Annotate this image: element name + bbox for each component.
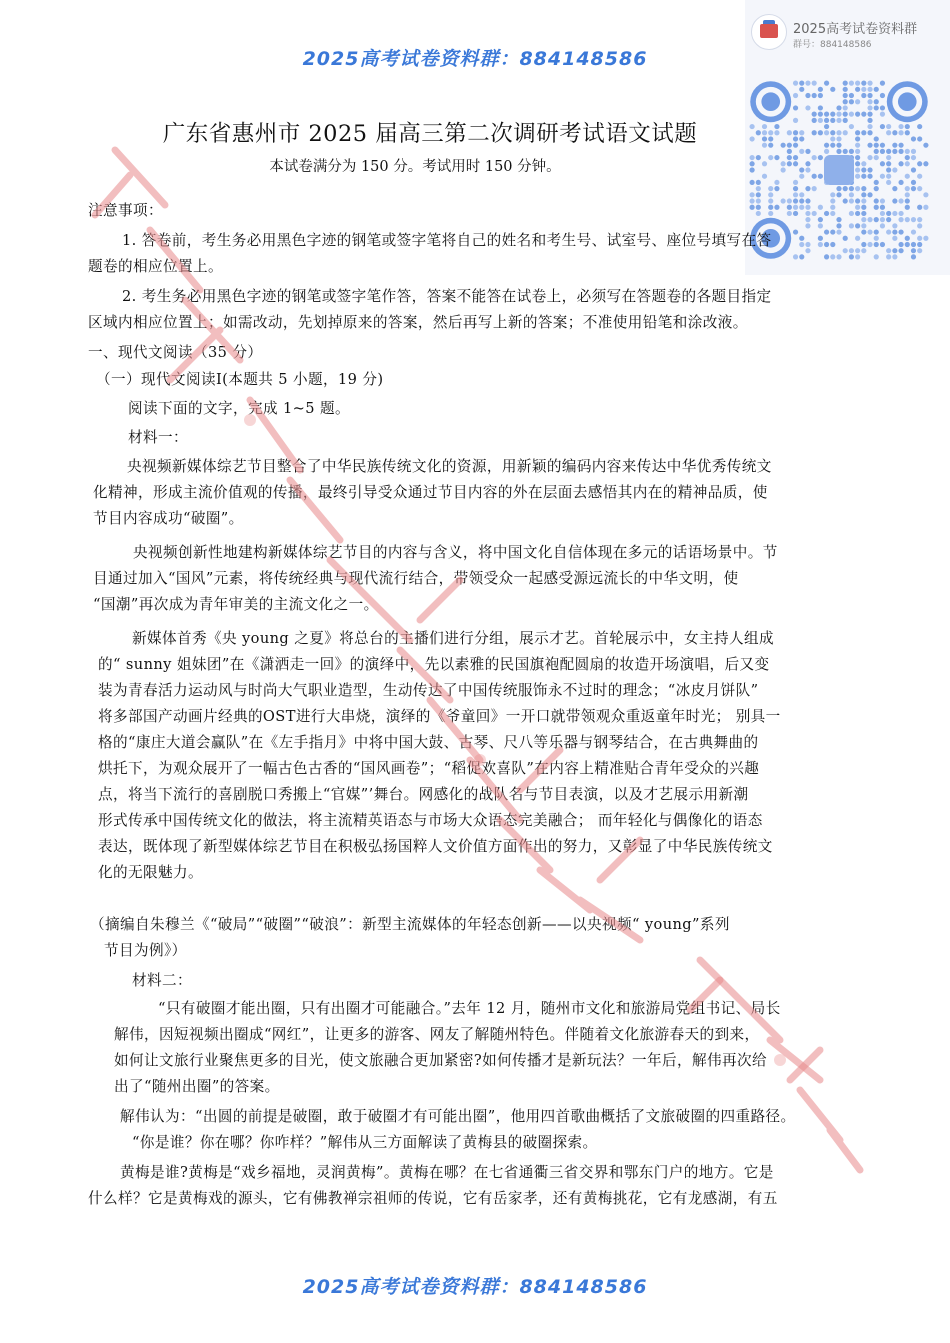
p1-line: 化精神，形成主流价值观的传播，最终引导受众通过节目内容的外在层面去感悟其内在的精神品质，使 [93, 484, 768, 501]
paragraph-2 [93, 540, 873, 618]
p2-line: 央视频创新性地建构新媒体综艺节目的内容与含义，将中国文化自信体现在多元的话语场景中。节 [133, 544, 778, 561]
p4-line: 如何让文旅行业聚焦更多的目光，使文旅融合更加紧密?如何传播才是新玩法？一年后，解伟再次给 [114, 1052, 767, 1069]
p3-line: 表达，既体现了新型媒体综艺节目在积极弘扬国粹人文价值方面作出的努力，又彰显了中华民族传统文 [98, 838, 773, 855]
p3-line: 的“ sunny 姐妹团”在《潇洒走一回》的演绎中，先以素雅的民国旗袍配圆扇的妆造开场演唱，后又变 [98, 656, 770, 673]
qr-title: 2025高考试卷资料群 [793, 22, 918, 37]
p6-line: 什么样？它是黄梅戏的源头，它有佛教禅宗祖师的传说，它有岳家孝，还有黄梅挑花，它有龙感湖，有五 [88, 1190, 778, 1207]
source-citation-1 [90, 912, 880, 964]
notice-2 [88, 284, 868, 336]
paragraph-6 [88, 1160, 878, 1212]
paragraph-3 [98, 626, 878, 886]
paragraph-4 [114, 996, 884, 1100]
p1-line: 央视频新媒体综艺节目整合了中华民族传统文化的资源，用新颖的编码内容来传达中华优秀传统文 [127, 458, 772, 475]
p2-line: “国潮”再次成为青年审美的主流文化之一。 [93, 596, 379, 613]
bottom-banner: 2025高考试卷资料群：884148586 [302, 1276, 648, 1298]
p3-line: 新媒体首秀《央 young 之夏》将总台的主播们进行分组，展示才艺。首轮展示中，女主持人组成 [132, 630, 775, 647]
source-line: 节目为例》） [104, 942, 187, 959]
section-heading: 一、现代文阅读（35 分） [88, 344, 263, 361]
p1-line: 节目内容成功“破圈”。 [93, 510, 244, 527]
p4-line: 解伟，因短视频出圈成“网红”，让更多的游客、网友了解随州特色。伴随着文化旅游春天的到来， [114, 1026, 760, 1043]
notice-heading: 注意事项： [88, 202, 163, 219]
notice-1-line-1: 1. 答卷前，考生务必用黑色字迹的钢笔或签字笔将自己的姓名和考生号、试室号、座位号填写在答 [122, 232, 772, 249]
qr-group-number: 群号：884148586 [793, 40, 872, 50]
p5-line: “你是谁？你在哪？你咋样？”解伟从三方面解读了黄梅县的破圈探索。 [132, 1134, 598, 1151]
subsection-heading: （一）现代文阅读Ⅰ(本题共 5 小题，19 分) [96, 371, 384, 388]
paragraph-5 [114, 1104, 914, 1156]
p2-line: 目通过加入“国风”元素，将传统经典与现代流行结合，带领受众一起感受源远流长的中华文明，使 [93, 570, 739, 587]
p4-line: 出了“随州出圈”的答案。 [114, 1078, 280, 1095]
material-2-label: 材料二： [132, 972, 192, 989]
notice-1 [88, 228, 868, 280]
p5-line: 解伟认为：“出圆的前提是破圈，敢于破圈才有可能出圈”，他用四首歌曲概括了文旅破圈的四重路径。 [120, 1108, 796, 1125]
source-line: （摘编自朱穆兰《“破局”“破圈”“破浪”：新型主流媒体的年轻态创新——以央视频“ young”系列 [90, 916, 730, 933]
reading-instruction: 阅读下面的文字，完成 1~5 题。 [128, 400, 351, 417]
p3-line: 点，将当下流行的喜剧脱口秀搬上“官媒”’舞台。网感化的战队名与节目表演，以及才艺展示用新潮 [98, 786, 749, 803]
notice-2-line-2: 区域内相应位置上；如需改动，先划掉原来的答案，然后再写上新的答案；不准使用铅笔和涂改液。 [88, 314, 748, 331]
p3-line: 烘托下，为观众展开了一幅古色古香的“国风画卷”；“稻促欢喜队”在内容上精准贴合青年受众的兴趣 [98, 760, 760, 777]
notice-1-line-2: 题卷的相应位置上。 [88, 258, 223, 275]
p6-line: 黄梅是谁?黄梅是“戏乡福地，灵润黄梅”。黄梅在哪？在七省通衢三省交界和鄂东门户的地方。它是 [120, 1164, 774, 1181]
p3-line: 形式传承中国传统文化的做法，将主流精英语态与市场大众语态完美融合； 而年轻化与偶像化的语态 [98, 812, 763, 829]
p3-line: 化的无限魅力。 [98, 864, 203, 881]
p3-line: 装为青春活力运动风与时尚大气职业造型，生动传达了中国传统服饰永不过时的理念；“冰皮月饼队” [98, 682, 759, 699]
material-1-label: 材料一： [128, 429, 188, 446]
paragraph-1 [93, 454, 873, 532]
p3-line: 格的“康庄大道会赢队”在《左手指月》中将中国大鼓、古琴、尺八等乐器与钢琴结合，在古典舞曲的 [98, 734, 759, 751]
p4-line: “只有破圈才能出圈，只有出圈才可能融合。”去年 12 月，随州市文化和旅游局党组书记、局长 [158, 1000, 781, 1017]
page-subtitle: 本试卷满分为 150 分。考试用时 150 分钟。 [269, 159, 561, 175]
page-title: 广东省惠州市 2025 届高三第二次调研考试语文试题 [162, 121, 698, 147]
top-banner: 2025高考试卷资料群：884148586 [302, 48, 648, 70]
notice-2-line-1: 2. 考生务必用黑色字迹的钢笔或签字笔作答，答案不能答在试卷上，必须写在答题卷的各题目指定 [122, 288, 772, 305]
p3-line: 将多部国产动画片经典的OST进行大串烧，演绎的《爷童回》一开口就带领观众重返童年时光； 别具一 [98, 708, 781, 725]
group-logo-icon [751, 14, 787, 50]
